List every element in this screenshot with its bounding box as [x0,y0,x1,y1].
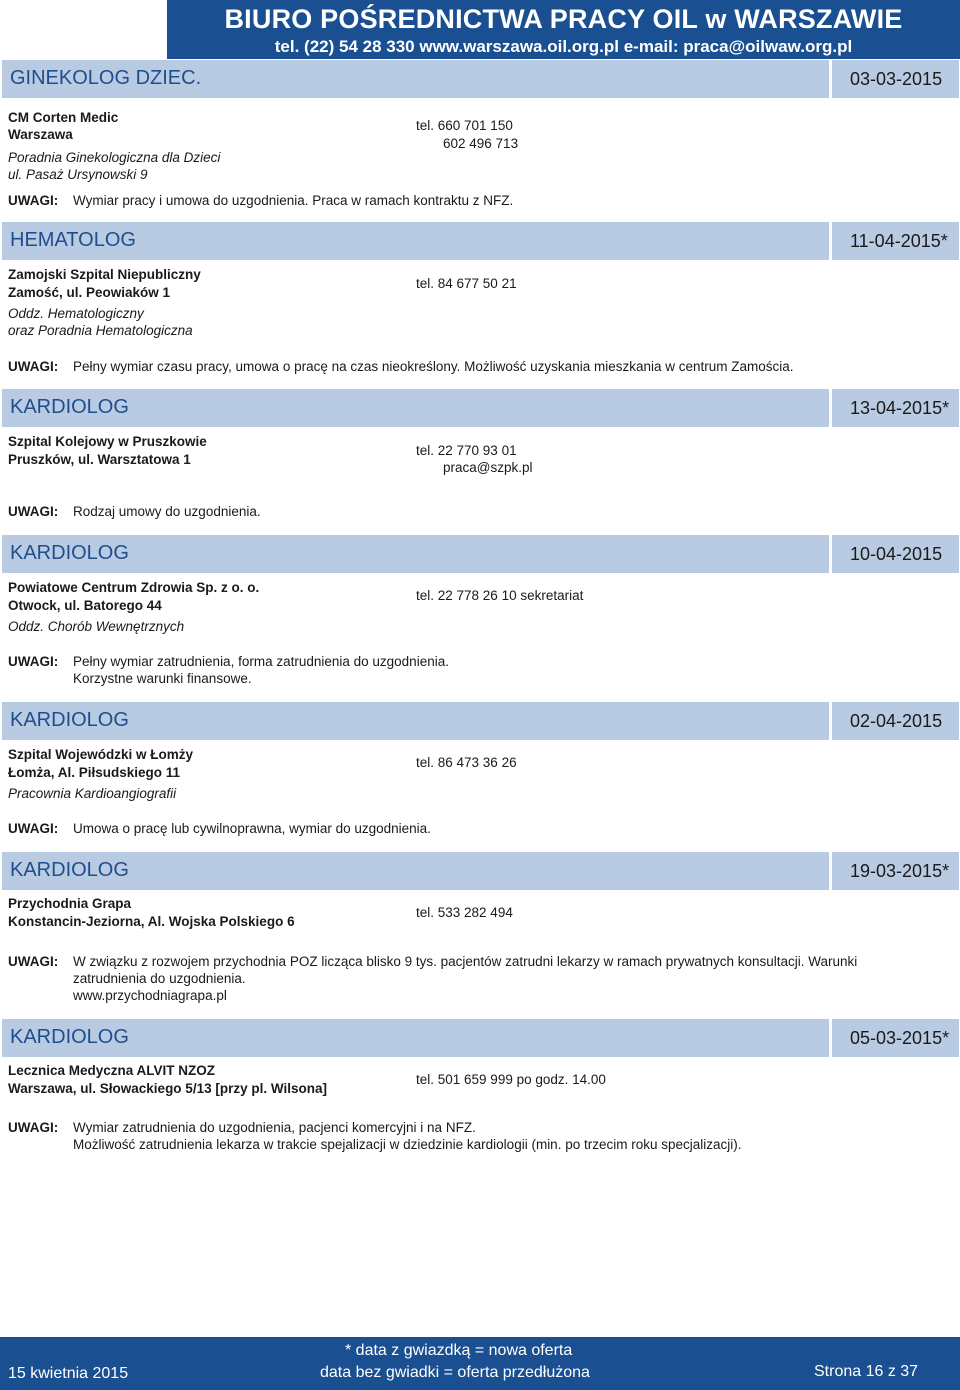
employer-unit: Pracownia Kardioangiografii [8,786,177,801]
job-title-bar [2,60,959,98]
job-title: KARDIOLOG [10,396,129,418]
job-title: KARDIOLOG [10,542,129,564]
footer-date: 15 kwietnia 2015 [8,1365,129,1382]
job-date: 19-03-2015* [850,861,950,881]
job-website: www.przychodniagrapa.pl [73,988,227,1003]
job-notes: Pełny wymiar czasu pracy, umowa o pracę na czas nieokreślony. Możliwość uzyskania mieszkania w centrum Zamościa. [73,359,794,374]
job-title: KARDIOLOG [10,709,129,731]
employer-address: Konstancin-Jeziorna, Al. Wojska Polskiego 6 [8,914,295,929]
job-title-bar [2,1019,959,1057]
employer-unit: Poradnia Ginekologiczna dla Dzieci [8,150,221,165]
uwagi-label: UWAGI: [8,654,59,669]
legend-extended-offer: data bez gwiadki = oferta przedłużona [320,1364,590,1381]
job-phone: tel. 84 677 50 21 [416,276,517,291]
employer-unit: Oddz. Hematologiczny [8,306,144,321]
employer-unit: Oddz. Chorób Wewnętrznych [8,619,185,634]
job-title-bar [2,535,959,573]
employer-name: Przychodnia Grapa [8,896,132,911]
employer-address: Warszawa [8,127,73,142]
job-date: 11-04-2015* [850,231,948,251]
job-phone: tel. 501 659 999 po godz. 14.00 [416,1072,606,1087]
office-title: BIURO POŚREDNICTWA PRACY OIL w WARSZAWIE [224,4,903,34]
job-title-bar [2,852,959,890]
uwagi-label: UWAGI: [8,1120,59,1135]
job-notes-2: Możliwość zatrudnienia lekarza w trakcie spejalizacji w dziedzinie kardiologii (min. po trzecim roku specjalizacji). [73,1137,742,1152]
employer-address: Pruszków, ul. Warsztatowa 1 [8,452,191,467]
job-title-bar [2,389,959,427]
uwagi-label: UWAGI: [8,954,59,969]
uwagi-label: UWAGI: [8,504,59,519]
job-date: 03-03-2015 [850,69,943,89]
job-date: 02-04-2015 [850,711,943,731]
uwagi-label: UWAGI: [8,821,59,836]
job-phone: tel. 660 701 150 [416,118,513,133]
page-number: Strona 16 z 37 [814,1363,919,1380]
uwagi-label: UWAGI: [8,359,59,374]
employer-address: Otwock, ul. Batorego 44 [8,598,162,613]
job-date-box [829,852,957,890]
job-title: GINEKOLOG DZIEC. [10,67,202,89]
job-notes: Wymiar pracy i umowa do uzgodnienia. Praca w ramach kontraktu z NFZ. [73,193,514,208]
job-phone: tel. 22 778 26 10 sekretariat [416,588,584,603]
job-title: KARDIOLOG [10,859,129,881]
job-date-box [829,702,957,740]
job-date-box [829,60,957,98]
employer-name: Lecznica Medyczna ALVIT NZOZ [8,1063,216,1078]
employer-name: Szpital Kolejowy w Pruszkowie [8,434,207,449]
employer-name: CM Corten Medic [8,110,119,125]
employer-address: Warszawa, ul. Słowackiego 5/13 [przy pl. Wilsona] [8,1081,327,1096]
job-email: praca@szpk.pl [443,460,533,475]
job-phone: tel. 86 473 36 26 [416,755,517,770]
job-phone-2: 602 496 713 [443,136,519,151]
page-footer [0,1337,960,1390]
legend-new-offer: * data z gwiazdką = nowa oferta [345,1342,573,1359]
job-date-box [829,535,957,573]
job-date: 05-03-2015* [850,1028,950,1048]
employer-unit-2: oraz Poradnia Hematologiczna [8,323,193,338]
employer-address: Zamość, ul. Peowiaków 1 [8,285,171,300]
job-title-bar [2,702,959,740]
employer-name: Zamojski Szpital Niepubliczny [8,267,201,282]
office-contact: tel. (22) 54 28 330 www.warszawa.oil.org.pl e-mail: praca@oilwaw.org.pl [274,37,853,56]
job-notes: Pełny wymiar zatrudnienia, forma zatrudnienia do uzgodnienia. [73,654,449,669]
employer-address: Łomża, Al. Piłsudskiego 11 [8,765,181,780]
job-date: 13-04-2015* [850,398,950,418]
employer-name: Powiatowe Centrum Zdrowia Sp. z o. o. [8,580,260,595]
job-notes: Rodzaj umowy do uzgodnienia. [73,504,261,519]
job-notes-2: Korzystne warunki finansowe. [73,671,252,686]
job-notes: Umowa o pracę lub cywilnoprawna, wymiar do uzgodnienia. [73,821,431,836]
job-title: HEMATOLOG [10,229,136,251]
job-date: 10-04-2015 [850,544,943,564]
office-header [167,0,960,59]
employer-unit-address: ul. Pasaż Ursynowski 9 [8,167,148,182]
job-title: KARDIOLOG [10,1026,129,1048]
job-phone: tel. 533 282 494 [416,905,513,920]
job-notes: W związku z rozwojem przychodnia POZ licząca blisko 9 tys. pacjentów zatrudni lekarzy w ramach prywatnych konsultacji. Warunki [73,954,858,969]
uwagi-label: UWAGI: [8,193,59,208]
job-date-box [829,222,957,260]
job-title-bar [2,222,959,260]
job-date-box [829,1019,957,1057]
employer-name: Szpital Wojewódzki w Łomży [8,747,194,762]
job-notes: Wymiar zatrudnienia do uzgodnienia, pacjenci komercyjni i na NFZ. [73,1120,476,1135]
job-notes-2: zatrudnienia do uzgodnienia. [73,971,246,986]
job-phone: tel. 22 770 93 01 [416,443,517,458]
job-date-box [829,389,957,427]
